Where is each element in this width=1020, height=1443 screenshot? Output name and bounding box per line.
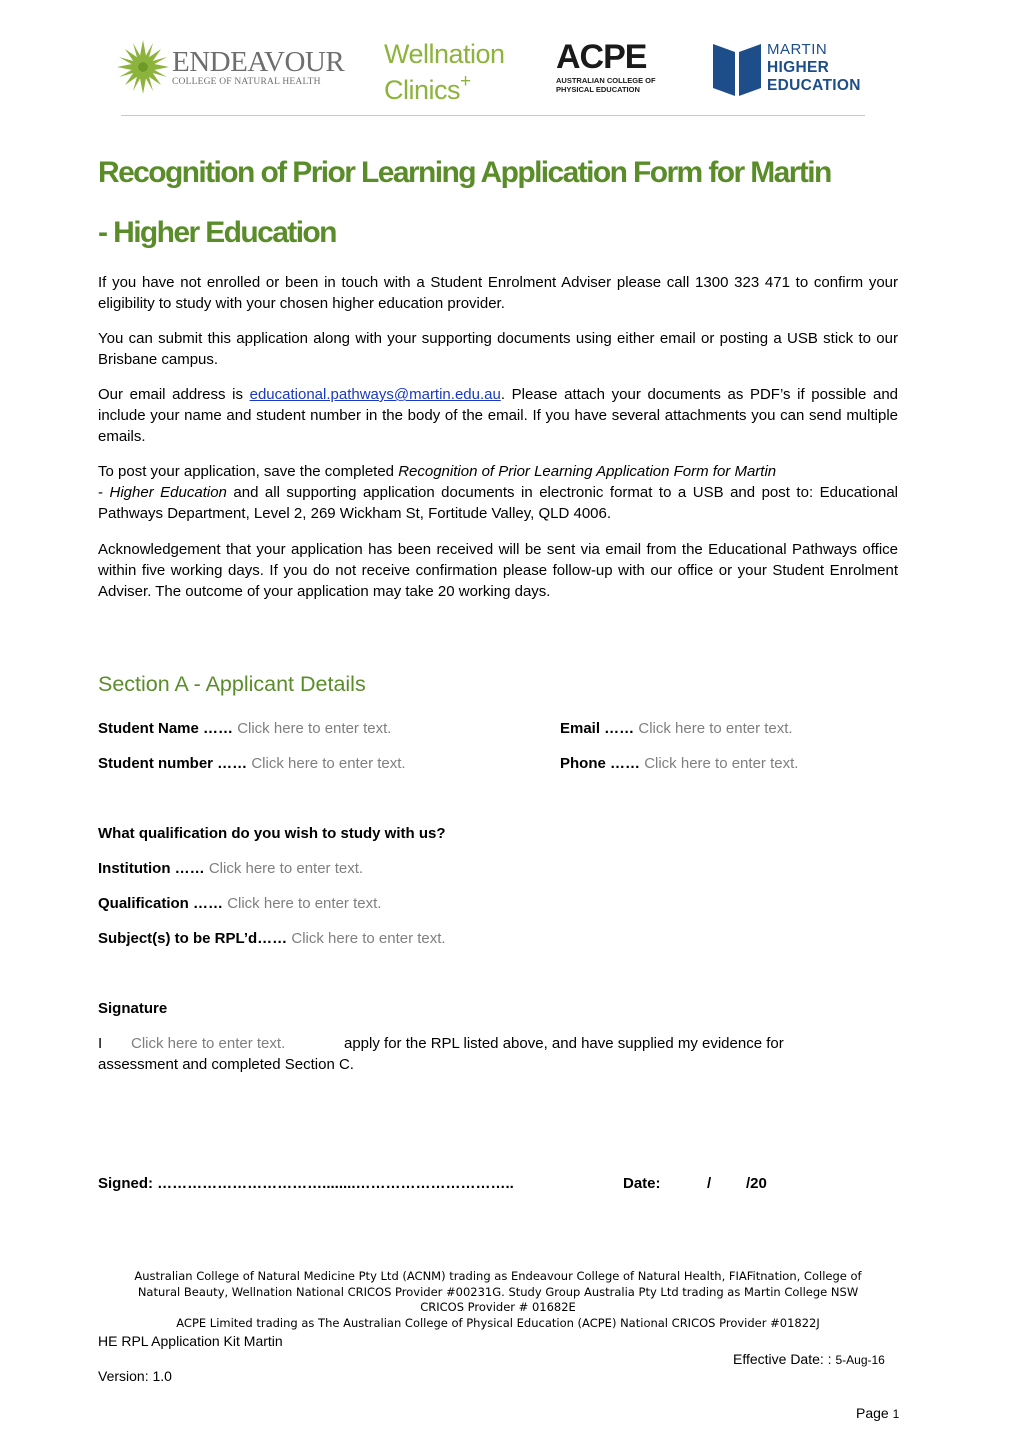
intro-paragraph-4	[98, 461, 898, 524]
qualification-field[interactable]: Click here to enter text.	[227, 895, 382, 912]
acpe-subtitle-1: AUSTRALIAN COLLEGE OF	[556, 76, 656, 85]
section-a-heading: Section A - Applicant Details	[98, 672, 366, 696]
endeavour-logo	[116, 38, 345, 96]
subjects-field[interactable]: Click here to enter text.	[291, 930, 446, 947]
phone-field[interactable]: Click here to enter text.	[644, 755, 799, 772]
institution-row	[98, 859, 363, 879]
footer-effective-date	[733, 1351, 885, 1369]
martin-wordmark: MARTIN	[767, 41, 828, 58]
intro-paragraph-5: Acknowledgement that your application has been received will be sent via email from the Educational Pathways office within five working days. If you do not receive confirmation please follow-up with our office or your Student Enrolment Adviser. The outcome of your application may take 20 working days.	[98, 541, 898, 600]
intro-paragraph-2: You can submit this application along with your supporting documents using either email or posting a USB stick to our Brisbane campus.	[98, 330, 898, 368]
footer-line3: CRICOS Provider # 01682E	[420, 1300, 576, 1314]
signature-i: I	[98, 1035, 103, 1052]
footer-line4: ACPE Limited trading as The Australian College of Physical Education (ACPE) National CRICOS Provider #01822J	[176, 1315, 820, 1330]
footer-legal	[98, 1269, 898, 1331]
header-divider	[121, 115, 865, 116]
signed-line: Signed: ……………………………........…………………………..	[98, 1175, 514, 1192]
p4-text-after: and all supporting application documents in electronic format to a USB and post to: Educational Pathways Department, Level 2, 269 Wickham St, Fortitude Valley, QLD 4006.	[98, 484, 898, 522]
student-number-field[interactable]: Click here to enter text.	[251, 755, 406, 772]
page-title	[98, 143, 918, 263]
institution-label: Institution ……	[98, 860, 205, 877]
page-title-line2: - Higher Education	[98, 216, 336, 249]
email-label: Email ……	[560, 720, 635, 737]
footer-kit-name: HE RPL Application Kit Martin	[98, 1333, 283, 1349]
acpe-logo	[556, 40, 676, 98]
email-row	[560, 719, 793, 739]
qualification-label: Qualification ……	[98, 895, 224, 912]
effective-date-value: 5-Aug-16	[835, 1353, 885, 1367]
wellnation-line2: Clinics	[384, 75, 461, 105]
star-burst-icon	[116, 38, 170, 96]
p3-text-after: . Please attach your documents as PDF’s if possible and include your name and student number in the body of the email. If you have several attachments you can send multiple emails.	[98, 386, 898, 445]
signature-heading: Signature	[98, 1000, 168, 1017]
phone-row	[560, 754, 798, 774]
book-icon	[713, 44, 761, 96]
wellnation-plus: +	[460, 71, 471, 92]
intro-paragraph-3	[98, 384, 898, 447]
wellnation-line1: Wellnation	[384, 39, 505, 69]
page-label: Page	[856, 1405, 889, 1421]
student-name-label: Student Name ……	[98, 720, 234, 737]
martin-line3: EDUCATION	[767, 77, 861, 94]
institution-field[interactable]: Click here to enter text.	[208, 860, 364, 877]
p4-form-name: Recognition of Prior Learning Application Form for Martin	[398, 463, 777, 480]
footer-line2: Natural Beauty, Wellnation National CRICOS Provider #00231G. Study Group Australia Pty Ltd trading as Martin College NSW	[137, 1284, 859, 1299]
qualification-row	[98, 894, 381, 914]
intro-paragraph-1: If you have not enrolled or been in touch with a Student Enrolment Adviser please call 1300 323 471 to confirm your eligibility to study with your chosen higher education provider.	[98, 274, 898, 312]
footer-version: Version: 1.0	[98, 1368, 172, 1384]
acpe-wordmark: ACPE	[556, 38, 647, 76]
student-number-row	[98, 754, 406, 774]
date-label: Date:	[623, 1175, 661, 1192]
p4-text-before: To post your application, save the completed	[98, 463, 399, 480]
student-number-label: Student number ……	[98, 755, 248, 772]
date-slash-1: /	[707, 1175, 712, 1192]
p4-dash: -	[98, 484, 110, 501]
footer-line1: Australian College of Natural Medicine Pty Ltd (ACNM) trading as Endeavour College of Natural Health, FIAFitnation, College of	[134, 1269, 862, 1283]
p4-form-name-2: Higher Education	[109, 484, 227, 501]
qualification-question: What qualification do you wish to study with us?	[98, 825, 446, 842]
signature-name-field[interactable]: Click here to enter text.	[131, 1035, 286, 1052]
signature-statement: apply for the RPL listed above, and have supplied my evidence for	[344, 1035, 784, 1052]
wellnation-logo	[384, 39, 524, 105]
p3-text-before: Our email address is	[98, 386, 250, 403]
endeavour-subtitle: COLLEGE OF NATURAL HEALTH	[172, 77, 321, 87]
student-name-row	[98, 719, 391, 739]
email-field[interactable]: Click here to enter text.	[638, 720, 793, 737]
subjects-row	[98, 929, 446, 949]
page-number-value: 1	[892, 1407, 900, 1421]
date-slash-2: /20	[746, 1175, 767, 1192]
signature-statement-line2: assessment and completed Section C.	[98, 1056, 354, 1073]
acpe-subtitle-2: PHYSICAL EDUCATION	[556, 85, 640, 94]
page-title-line1: Recognition of Prior Learning Application Form for Martin	[98, 156, 831, 189]
martin-line2: HIGHER	[767, 59, 830, 76]
student-name-field[interactable]: Click here to enter text.	[237, 720, 392, 737]
effective-date-label: Effective Date: :	[733, 1351, 832, 1367]
email-link[interactable]: educational.pathways@martin.edu.au	[249, 386, 501, 403]
martin-logo	[713, 42, 873, 98]
page-number	[856, 1405, 899, 1423]
phone-label: Phone ……	[560, 755, 641, 772]
endeavour-wordmark: ENDEAVOUR	[172, 46, 345, 78]
subjects-label: Subject(s) to be RPL’d……	[98, 930, 288, 947]
